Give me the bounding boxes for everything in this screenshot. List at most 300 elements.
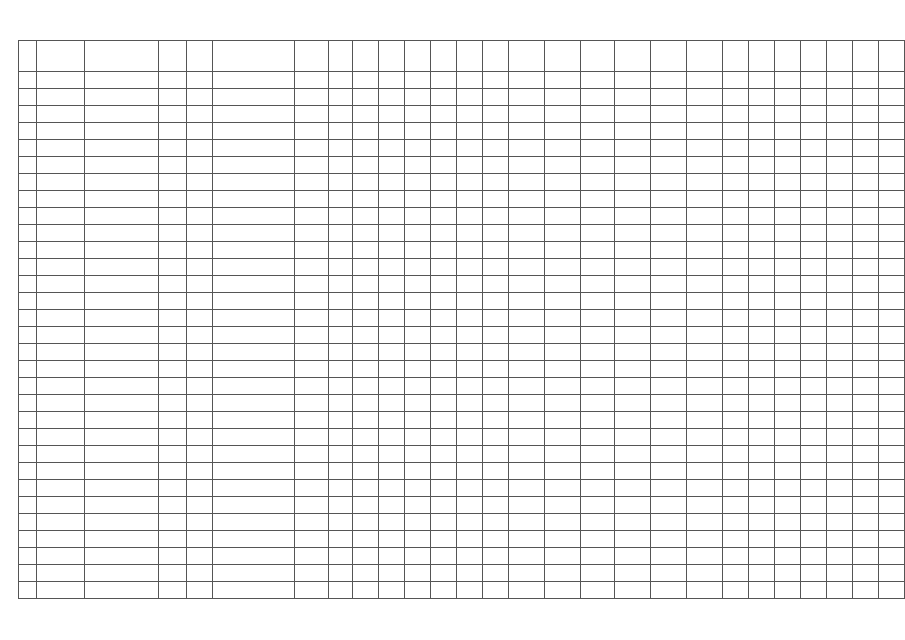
table-cell: [879, 395, 905, 412]
table-cell: [509, 429, 545, 446]
table-cell: [749, 276, 775, 293]
table-cell: [431, 327, 457, 344]
table-cell: [545, 293, 581, 310]
table-cell: [379, 140, 405, 157]
table-cell: [723, 395, 749, 412]
table-cell: [545, 480, 581, 497]
table-cell: [879, 208, 905, 225]
table-cell: [85, 446, 159, 463]
table-cell: [801, 463, 827, 480]
table-cell: [159, 395, 187, 412]
table-cell: [353, 208, 379, 225]
table-cell: [457, 123, 483, 140]
table-cell: [749, 446, 775, 463]
table-cell: [483, 480, 509, 497]
table-cell: [775, 225, 801, 242]
table-cell: [723, 208, 749, 225]
table-cell: [687, 446, 723, 463]
table-cell: [749, 412, 775, 429]
table-cell: [159, 548, 187, 565]
table-cell: [879, 344, 905, 361]
table-cell: [581, 344, 615, 361]
table-cell: [19, 123, 37, 140]
table-cell: [723, 310, 749, 327]
table-cell: [879, 276, 905, 293]
table-cell: [353, 140, 379, 157]
table-cell: [405, 293, 431, 310]
table-cell: [581, 293, 615, 310]
table-cell: [379, 327, 405, 344]
table-row: [19, 191, 905, 208]
table-cell: [159, 225, 187, 242]
table-cell: [329, 429, 353, 446]
table-cell: [295, 429, 329, 446]
table-cell: [329, 276, 353, 293]
table-cell: [509, 327, 545, 344]
table-cell: [405, 106, 431, 123]
table-row: [19, 480, 905, 497]
table-cell: [353, 174, 379, 191]
table-cell: [801, 480, 827, 497]
table-cell: [749, 293, 775, 310]
table-cell: [85, 123, 159, 140]
table-cell: [749, 582, 775, 599]
table-cell: [213, 429, 295, 446]
table-cell: [159, 497, 187, 514]
table-row: [19, 208, 905, 225]
table-cell: [827, 480, 853, 497]
table-cell: [723, 548, 749, 565]
table-cell: [187, 242, 213, 259]
table-cell: [827, 106, 853, 123]
table-cell: [687, 174, 723, 191]
table-cell: [545, 565, 581, 582]
table-cell: [545, 429, 581, 446]
table-cell: [775, 259, 801, 276]
table-cell: [827, 446, 853, 463]
table-cell: [801, 497, 827, 514]
table-cell: [187, 106, 213, 123]
table-cell: [457, 208, 483, 225]
table-cell: [687, 531, 723, 548]
table-cell: [581, 446, 615, 463]
table-cell: [615, 446, 651, 463]
table-cell: [37, 174, 85, 191]
table-cell: [187, 497, 213, 514]
table-cell: [457, 463, 483, 480]
table-cell: [483, 174, 509, 191]
table-cell: [329, 157, 353, 174]
table-cell: [879, 310, 905, 327]
table-cell: [509, 480, 545, 497]
table-cell: [85, 565, 159, 582]
table-cell: [853, 225, 879, 242]
table-cell: [853, 174, 879, 191]
table-cell: [295, 378, 329, 395]
table-cell: [457, 514, 483, 531]
table-cell: [545, 412, 581, 429]
table-row: [19, 242, 905, 259]
table-cell: [581, 514, 615, 531]
table-cell: [687, 72, 723, 89]
table-cell: [581, 412, 615, 429]
table-cell: [213, 208, 295, 225]
table-cell: [581, 72, 615, 89]
table-cell: [615, 293, 651, 310]
table-cell: [159, 429, 187, 446]
table-cell: [295, 123, 329, 140]
table-cell: [213, 89, 295, 106]
table-cell: [545, 191, 581, 208]
table-cell: [615, 123, 651, 140]
table-cell: [37, 123, 85, 140]
table-cell: [159, 191, 187, 208]
table-cell: [509, 225, 545, 242]
table-cell: [213, 480, 295, 497]
table-cell: [775, 582, 801, 599]
table-cell: [379, 310, 405, 327]
table-cell: [405, 344, 431, 361]
table-cell: [213, 106, 295, 123]
table-cell: [213, 242, 295, 259]
table-cell: [295, 327, 329, 344]
table-cell: [545, 72, 581, 89]
table-row: [19, 395, 905, 412]
table-cell: [457, 276, 483, 293]
table-cell: [827, 310, 853, 327]
table-cell: [827, 259, 853, 276]
table-cell: [615, 106, 651, 123]
table-cell: [615, 259, 651, 276]
table-cell: [431, 429, 457, 446]
column-header: [775, 41, 801, 72]
table-cell: [801, 276, 827, 293]
table-cell: [19, 446, 37, 463]
table-cell: [37, 140, 85, 157]
table-cell: [853, 395, 879, 412]
table-cell: [879, 72, 905, 89]
table-cell: [581, 140, 615, 157]
table-cell: [509, 582, 545, 599]
column-header: [379, 41, 405, 72]
table-cell: [85, 259, 159, 276]
table-cell: [483, 344, 509, 361]
table-cell: [879, 582, 905, 599]
table-cell: [545, 123, 581, 140]
table-cell: [483, 191, 509, 208]
table-cell: [775, 565, 801, 582]
table-cell: [37, 191, 85, 208]
table-cell: [329, 446, 353, 463]
table-cell: [749, 140, 775, 157]
table-cell: [509, 191, 545, 208]
table-cell: [19, 361, 37, 378]
table-cell: [379, 123, 405, 140]
table-body: [19, 72, 905, 599]
column-header: [545, 41, 581, 72]
table-cell: [187, 208, 213, 225]
table-cell: [687, 548, 723, 565]
table-cell: [545, 259, 581, 276]
table-cell: [853, 259, 879, 276]
table-cell: [749, 242, 775, 259]
table-cell: [457, 429, 483, 446]
table-cell: [651, 157, 687, 174]
table-row: [19, 565, 905, 582]
table-cell: [353, 72, 379, 89]
table-cell: [545, 157, 581, 174]
table-cell: [379, 429, 405, 446]
table-cell: [545, 361, 581, 378]
table-cell: [775, 429, 801, 446]
table-cell: [379, 276, 405, 293]
table-cell: [213, 72, 295, 89]
table-cell: [651, 429, 687, 446]
table-cell: [775, 174, 801, 191]
table-cell: [615, 191, 651, 208]
table-cell: [879, 140, 905, 157]
column-header: [431, 41, 457, 72]
table-cell: [687, 378, 723, 395]
table-cell: [827, 463, 853, 480]
table-cell: [775, 361, 801, 378]
table-cell: [379, 565, 405, 582]
table-cell: [405, 514, 431, 531]
table-cell: [801, 548, 827, 565]
table-cell: [687, 191, 723, 208]
table-cell: [801, 242, 827, 259]
table-cell: [187, 378, 213, 395]
table-cell: [431, 157, 457, 174]
table-cell: [749, 429, 775, 446]
table-cell: [749, 514, 775, 531]
table-cell: [801, 225, 827, 242]
table-cell: [19, 242, 37, 259]
table-row: [19, 531, 905, 548]
table-cell: [615, 480, 651, 497]
table-cell: [295, 548, 329, 565]
table-cell: [457, 174, 483, 191]
table-cell: [187, 191, 213, 208]
table-cell: [801, 565, 827, 582]
table-row: [19, 361, 905, 378]
table-cell: [801, 106, 827, 123]
table-cell: [723, 463, 749, 480]
table-cell: [379, 582, 405, 599]
table-cell: [187, 361, 213, 378]
table-cell: [187, 344, 213, 361]
table-cell: [405, 242, 431, 259]
table-cell: [431, 412, 457, 429]
table-cell: [651, 191, 687, 208]
table-cell: [483, 157, 509, 174]
table-cell: [687, 293, 723, 310]
column-header: [187, 41, 213, 72]
table-cell: [37, 446, 85, 463]
table-cell: [651, 174, 687, 191]
table-cell: [187, 310, 213, 327]
column-header: [615, 41, 651, 72]
table-cell: [405, 548, 431, 565]
table-cell: [483, 429, 509, 446]
table-cell: [651, 140, 687, 157]
table-cell: [723, 259, 749, 276]
table-cell: [615, 72, 651, 89]
table-cell: [19, 208, 37, 225]
table-cell: [723, 174, 749, 191]
table-row: [19, 310, 905, 327]
table-cell: [853, 514, 879, 531]
table-cell: [457, 140, 483, 157]
table-cell: [749, 548, 775, 565]
table-cell: [457, 191, 483, 208]
table-cell: [85, 497, 159, 514]
table-cell: [85, 514, 159, 531]
table-cell: [379, 293, 405, 310]
table-cell: [353, 276, 379, 293]
table-cell: [879, 327, 905, 344]
table-cell: [295, 140, 329, 157]
table-cell: [723, 191, 749, 208]
table-cell: [827, 497, 853, 514]
table-cell: [651, 514, 687, 531]
table-cell: [615, 565, 651, 582]
table-cell: [159, 327, 187, 344]
table-cell: [353, 497, 379, 514]
table-cell: [749, 72, 775, 89]
table-cell: [581, 174, 615, 191]
table-cell: [295, 480, 329, 497]
table-cell: [801, 344, 827, 361]
table-cell: [801, 429, 827, 446]
table-cell: [509, 395, 545, 412]
table-cell: [431, 242, 457, 259]
table-cell: [431, 497, 457, 514]
table-cell: [159, 361, 187, 378]
column-header: [85, 41, 159, 72]
table-cell: [749, 463, 775, 480]
table-cell: [405, 174, 431, 191]
table-cell: [19, 565, 37, 582]
table-cell: [879, 565, 905, 582]
table-cell: [615, 582, 651, 599]
table-cell: [405, 446, 431, 463]
table-cell: [457, 259, 483, 276]
table-cell: [85, 89, 159, 106]
table-cell: [687, 497, 723, 514]
table-row: [19, 293, 905, 310]
table-cell: [187, 293, 213, 310]
table-cell: [483, 89, 509, 106]
table-cell: [329, 293, 353, 310]
table-cell: [483, 140, 509, 157]
table-cell: [405, 276, 431, 293]
table-cell: [431, 361, 457, 378]
table-cell: [329, 497, 353, 514]
table-cell: [651, 327, 687, 344]
table-cell: [85, 531, 159, 548]
table-cell: [687, 429, 723, 446]
table-cell: [615, 361, 651, 378]
table-cell: [827, 225, 853, 242]
table-cell: [431, 344, 457, 361]
table-cell: [37, 412, 85, 429]
table-row: [19, 446, 905, 463]
table-cell: [329, 412, 353, 429]
table-cell: [509, 310, 545, 327]
table-cell: [405, 123, 431, 140]
table-cell: [615, 140, 651, 157]
table-cell: [295, 174, 329, 191]
table-cell: [353, 395, 379, 412]
table-cell: [509, 548, 545, 565]
table-cell: [581, 327, 615, 344]
table-cell: [615, 514, 651, 531]
table-cell: [827, 208, 853, 225]
table-cell: [187, 446, 213, 463]
table-cell: [329, 106, 353, 123]
table-cell: [159, 174, 187, 191]
table-cell: [159, 582, 187, 599]
table-cell: [19, 157, 37, 174]
table-cell: [85, 174, 159, 191]
table-cell: [483, 565, 509, 582]
table-cell: [329, 89, 353, 106]
table-cell: [19, 531, 37, 548]
table-cell: [329, 361, 353, 378]
table-cell: [687, 208, 723, 225]
table-cell: [457, 242, 483, 259]
table-cell: [457, 310, 483, 327]
table-cell: [651, 565, 687, 582]
table-cell: [353, 259, 379, 276]
table-cell: [431, 123, 457, 140]
table-cell: [545, 514, 581, 531]
table-cell: [213, 191, 295, 208]
table-cell: [879, 429, 905, 446]
table-cell: [827, 582, 853, 599]
table-cell: [431, 463, 457, 480]
table-cell: [723, 327, 749, 344]
table-cell: [405, 429, 431, 446]
table-cell: [379, 378, 405, 395]
table-cell: [483, 361, 509, 378]
table-cell: [295, 276, 329, 293]
table-cell: [827, 123, 853, 140]
table-cell: [509, 174, 545, 191]
table-cell: [853, 463, 879, 480]
table-cell: [329, 582, 353, 599]
table-cell: [379, 531, 405, 548]
table-cell: [85, 463, 159, 480]
table-cell: [651, 531, 687, 548]
table-cell: [801, 191, 827, 208]
table-cell: [431, 582, 457, 599]
table-cell: [213, 548, 295, 565]
table-cell: [483, 106, 509, 123]
table-cell: [37, 242, 85, 259]
table-cell: [379, 548, 405, 565]
table-cell: [379, 225, 405, 242]
table-cell: [187, 276, 213, 293]
table-cell: [431, 140, 457, 157]
table-cell: [651, 293, 687, 310]
table-cell: [159, 106, 187, 123]
column-header: [457, 41, 483, 72]
table-cell: [213, 327, 295, 344]
table-cell: [37, 429, 85, 446]
table-cell: [85, 191, 159, 208]
